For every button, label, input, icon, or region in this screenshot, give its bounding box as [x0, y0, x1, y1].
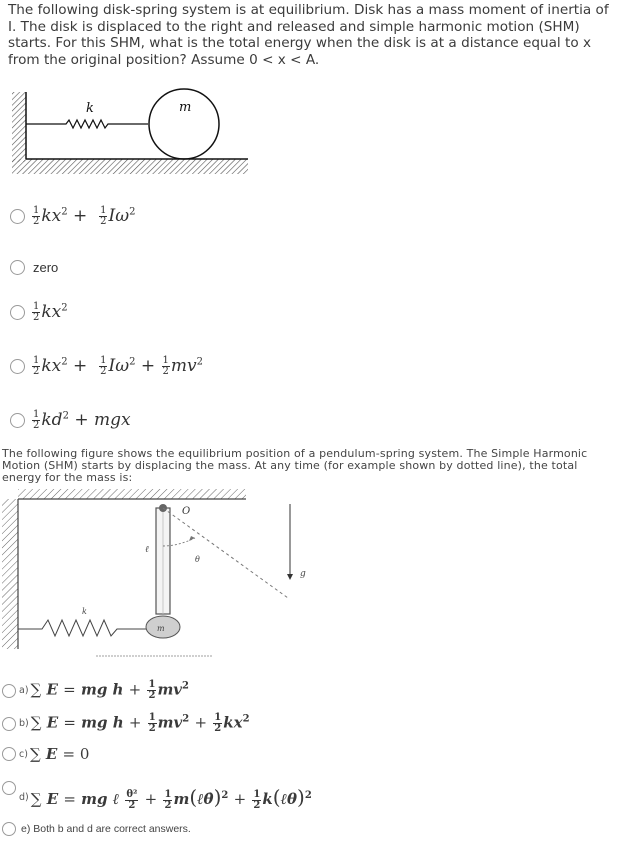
q2-option-d-math: ∑ E = mg ℓ $\frac{\text{θ²}}{2}$ + $\frac{1}{2}$ m(ℓθ̇)$^2$ + $\frac{1}{2}$ k(ℓθ)$^2$	[30, 785, 312, 811]
q1-option-a[interactable]	[10, 206, 135, 227]
wall-hatch	[12, 92, 26, 162]
spring2-label: k	[82, 607, 87, 616]
radio-button[interactable]	[2, 747, 16, 761]
mass-label: m	[157, 624, 165, 633]
q2-option-c-math: ∑ E = 0	[29, 745, 90, 763]
question2-text: The following figure shows the equilibrium position of a pendulum-spring system. The Simple Harmonic Motion (SHM) starts by displacing the mass. At any time (for example shown by dotted line), the total energy for the mass is:	[2, 447, 588, 484]
spring2	[18, 620, 146, 636]
radio-button[interactable]	[2, 684, 16, 698]
pivot-label: O	[182, 506, 191, 517]
spring-label: k	[86, 101, 94, 116]
option-label: c)	[19, 748, 28, 760]
gravity-label: g	[300, 569, 306, 579]
option-label: b)	[19, 718, 29, 729]
q1-option-b[interactable]	[10, 260, 58, 275]
q2-option-b-math: ∑ E = mg h + $\frac{1}{2}$ $mv^2$ + $\frac{1}{2}$ $kx^2$	[30, 712, 250, 734]
option-d-math: $\frac{1}{2}$ $kx^2$ + $\frac{1}{2}$ $I\omega^2$ + $\frac{1}{2}$ $mv^2$	[33, 355, 203, 377]
option-a-math: $\frac{1}{2}$ $kx^2$ + $\frac{1}{2}$ $I\omega^2$	[33, 205, 136, 227]
option-label: d)	[19, 792, 29, 804]
option-label: a)	[19, 685, 29, 696]
ceiling-hatch	[18, 489, 246, 499]
radio-button[interactable]	[2, 781, 16, 795]
length-label: ℓ	[145, 545, 149, 555]
radio-button[interactable]	[10, 260, 25, 275]
displaced-position-line	[163, 508, 288, 598]
angle-label: θ	[195, 555, 200, 564]
radio-button[interactable]	[10, 209, 25, 224]
radio-button[interactable]	[10, 413, 25, 428]
q1-option-e[interactable]	[10, 410, 131, 431]
question1-text: The following disk-spring system is at equilibrium. Disk has a mass moment of inertia of I. The disk is displaced to the right and released and simple harmonic motion (SHM) starts. For this SHM, what is the total energy when the disk is at a distance equal to x from the original position? Assume 0 < x < A.	[8, 2, 609, 68]
q2-option-e-text: e) Both b and d are correct answers.	[21, 823, 191, 835]
option-b-text: zero	[33, 260, 59, 275]
disk-spring-figure	[12, 88, 252, 178]
spring	[26, 120, 148, 128]
q2-option-c[interactable]	[2, 745, 89, 763]
radio-button[interactable]	[10, 305, 25, 320]
q1-option-c[interactable]	[10, 302, 68, 323]
q2-option-a[interactable]	[2, 680, 189, 701]
q2-option-b[interactable]	[2, 713, 250, 734]
q2-option-a-math: ∑ E = mg h + $\frac{1}{2}$ $mv^2$	[30, 679, 189, 701]
disk-label: m	[179, 100, 192, 115]
wall2-hatch	[2, 499, 18, 649]
option-e-math: $\frac{1}{2}$ $kd^2$ + mgx	[33, 409, 131, 431]
gravity-arrowhead	[287, 574, 293, 580]
pendulum-spring-figure	[0, 486, 330, 661]
q2-option-d[interactable]	[2, 785, 312, 811]
ground-hatch	[12, 159, 248, 174]
q1-option-d[interactable]	[10, 356, 203, 377]
radio-button[interactable]	[2, 717, 16, 731]
q2-option-e[interactable]	[2, 822, 191, 836]
option-c-math: $\frac{1}{2}$ $kx^2$	[33, 301, 68, 323]
radio-button[interactable]	[10, 359, 25, 374]
radio-button[interactable]	[2, 822, 16, 836]
